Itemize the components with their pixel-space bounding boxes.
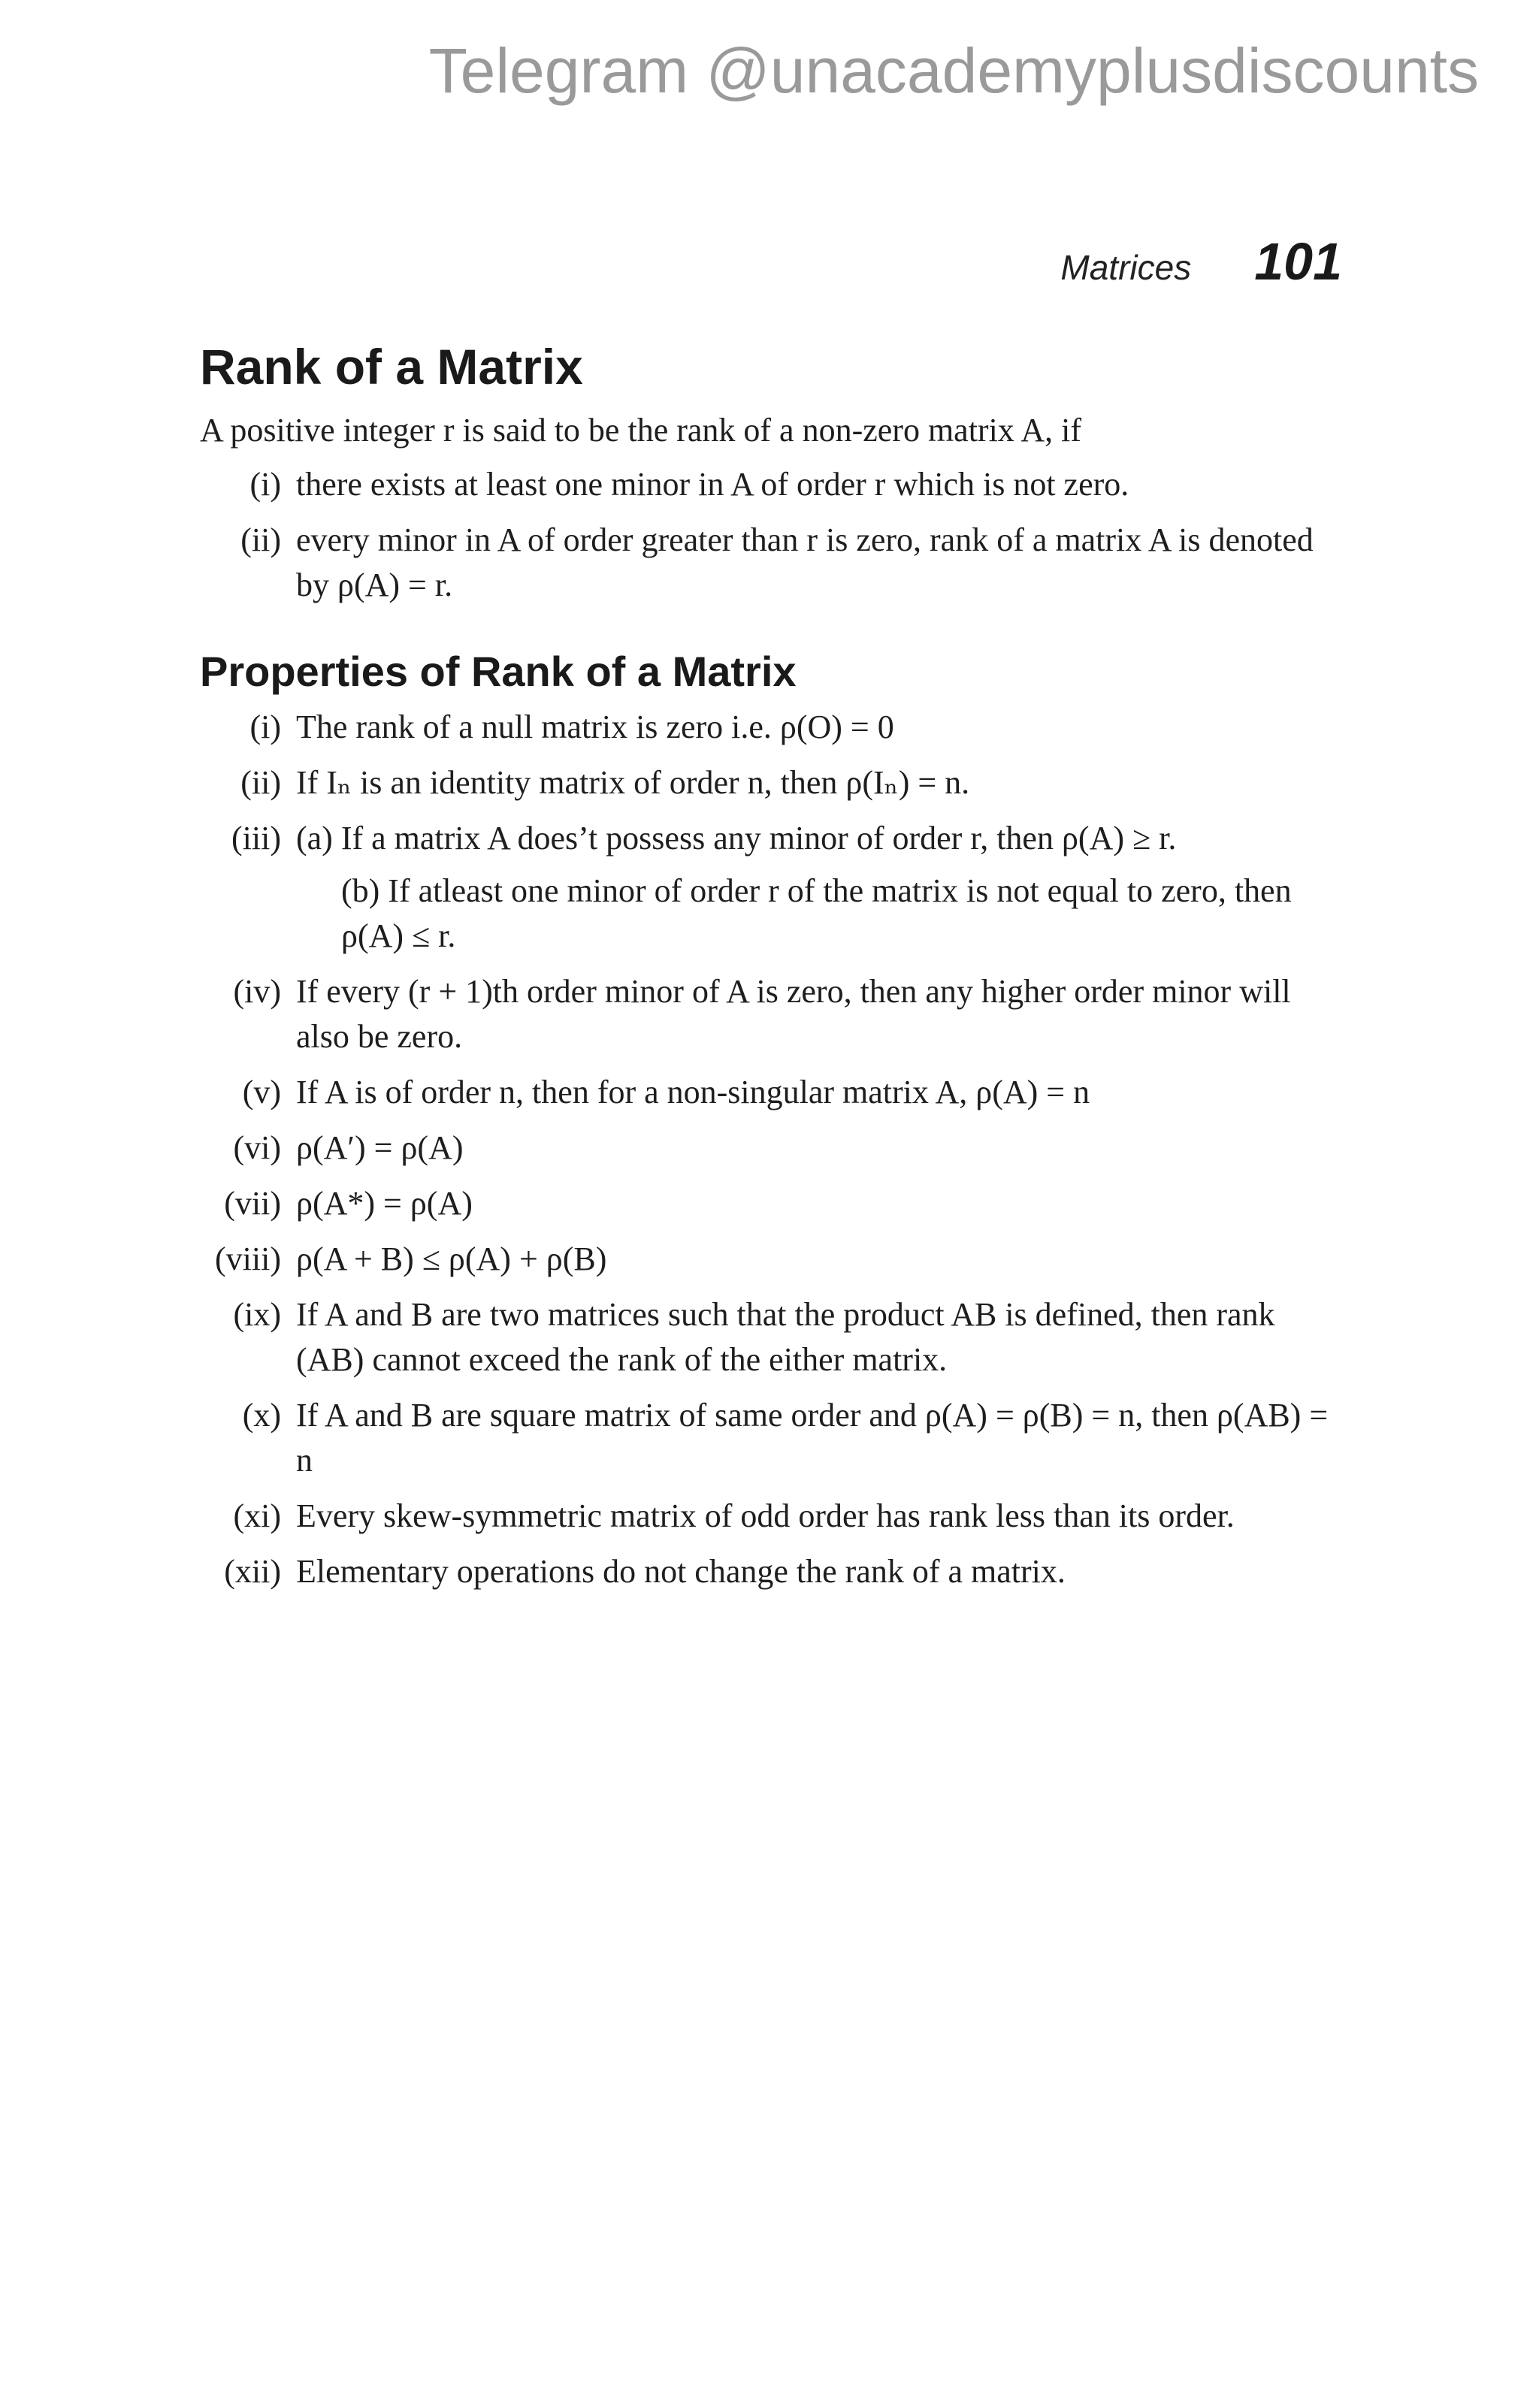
item-number: (i) — [249, 465, 281, 503]
list-item — [200, 1292, 1342, 1382]
list-item — [200, 816, 1342, 959]
item-text: If A and B are two matrices such that the product AB is defined, then rank (AB) cannot exceed the rank of the either matrix. — [296, 1296, 1275, 1379]
item-number: (iv) — [233, 973, 281, 1011]
page-number: 101 — [1254, 232, 1342, 291]
list-item — [200, 1070, 1342, 1115]
section-title-rank: Rank of a Matrix — [200, 339, 583, 394]
item-number: (vii) — [224, 1185, 281, 1222]
list-item — [200, 705, 1342, 750]
item-text: If A is of order n, then for a non-singular matrix A, ρ(A) = n — [296, 1074, 1090, 1111]
list-item — [200, 969, 1342, 1059]
item-text: ρ(A*) = ρ(A) — [296, 1185, 473, 1222]
item-text: The rank of a null matrix is zero i.e. ρ(O) = 0 — [296, 709, 894, 746]
item-number: (ix) — [233, 1296, 281, 1334]
item-text: ρ(A′) = ρ(A) — [296, 1129, 464, 1167]
item-number: (iii) — [231, 820, 281, 857]
item-text: If Iₙ is an identity matrix of order n, then ρ(Iₙ) = n. — [296, 764, 970, 802]
item-number: (v) — [242, 1074, 281, 1111]
list-item — [200, 518, 1342, 608]
watermark: Telegram @unacademyplusdiscounts — [428, 35, 1479, 106]
item-text: If A and B are square matrix of same order and ρ(A) = ρ(B) = n, then ρ(AB) = n — [296, 1397, 1329, 1479]
item-number: (xi) — [233, 1497, 281, 1535]
chapter-name: Matrices — [1060, 248, 1192, 287]
item-text: every minor in A of order greater than r is zero, rank of a matrix A is denoted by ρ(A) = r. — [296, 521, 1314, 603]
list-item — [200, 1494, 1342, 1539]
list-item — [200, 1125, 1342, 1171]
item-number: (vi) — [233, 1129, 281, 1167]
item-number: (x) — [242, 1397, 281, 1434]
list-item — [200, 462, 1342, 507]
list-item — [200, 760, 1342, 805]
item-text: If every (r + 1)th order minor of A is zero, then any higher order minor will also be zero. — [296, 973, 1291, 1056]
item-text: ρ(A + B) ≤ ρ(A) + ρ(B) — [296, 1240, 607, 1278]
sub-item-a: (a) If a matrix A does’t possess any minor of order r, then ρ(A) ≥ r. — [296, 820, 1177, 857]
rank-definition-list — [200, 462, 1342, 608]
item-text: Elementary operations do not change the rank of a matrix. — [296, 1553, 1066, 1591]
list-item — [200, 1181, 1342, 1226]
list-item — [200, 1549, 1342, 1594]
item-number: (ii) — [240, 764, 281, 802]
running-head — [1060, 231, 1342, 292]
properties-list — [200, 705, 1342, 1594]
page-content — [200, 340, 1342, 1605]
list-item — [200, 1237, 1342, 1282]
item-number: (ii) — [240, 521, 281, 558]
section-title-properties: Properties of Rank of a Matrix — [200, 647, 797, 695]
item-number: (xii) — [224, 1553, 281, 1591]
item-text: there exists at least one minor in A of order r which is not zero. — [296, 465, 1129, 503]
list-item — [200, 1393, 1342, 1483]
item-number: (i) — [249, 709, 281, 746]
item-number: (viii) — [215, 1240, 281, 1278]
item-text: Every skew-symmetric matrix of odd order has rank less than its order. — [296, 1497, 1235, 1535]
sub-item-b: (b) If atleast one minor of order r of the matrix is not equal to zero, then ρ(A) ≤ r. — [341, 872, 1292, 955]
intro-paragraph: A positive integer r is said to be the rank of a non-zero matrix A, if — [200, 411, 1082, 449]
